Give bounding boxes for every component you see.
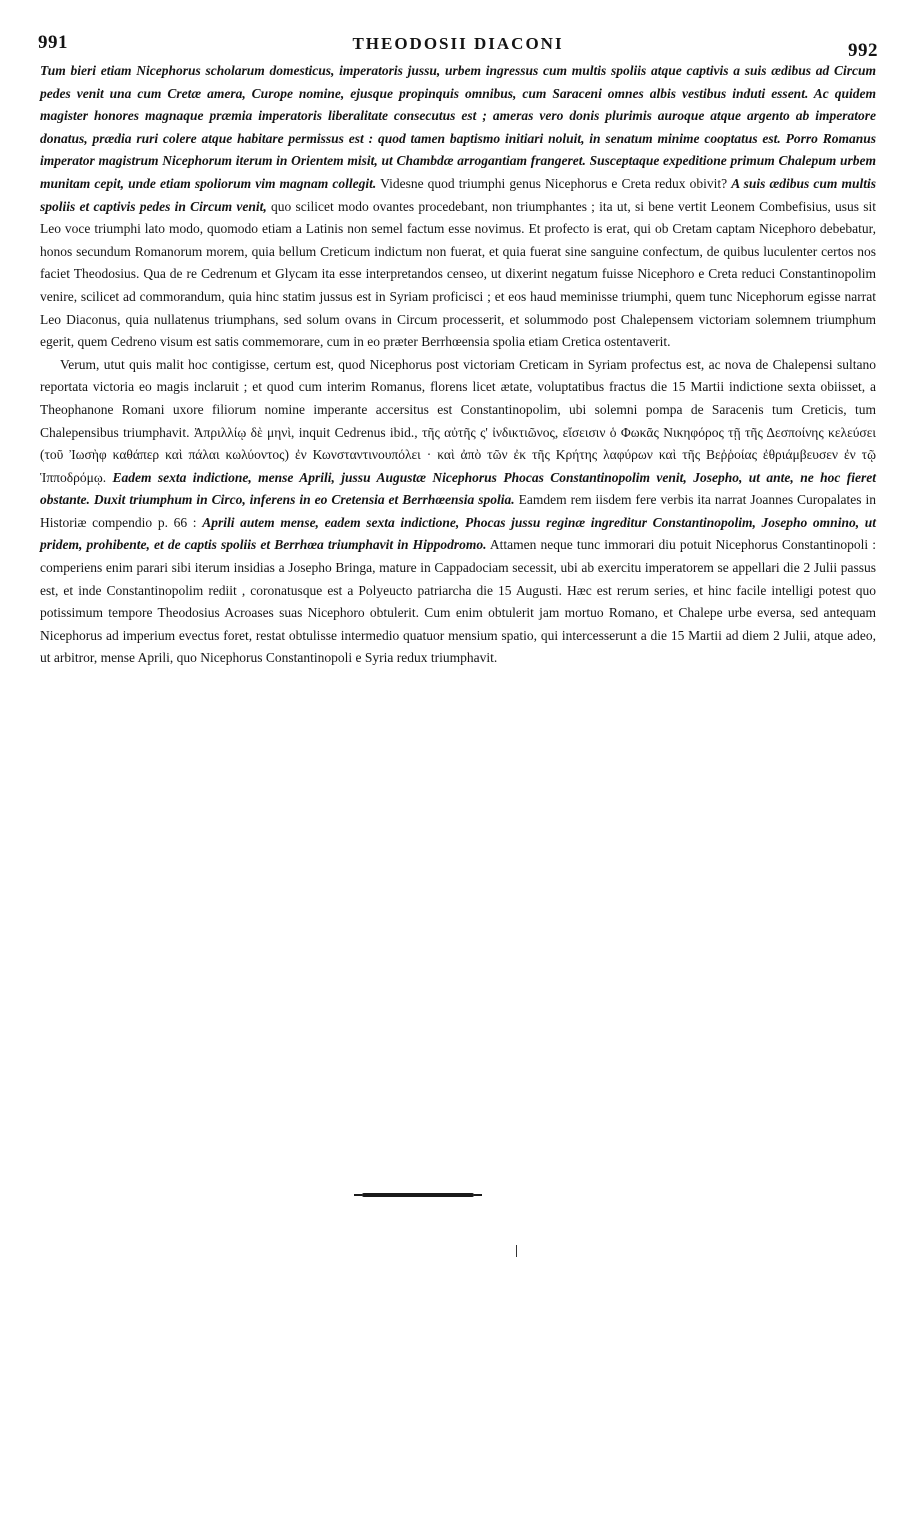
page-header [38, 32, 878, 61]
text-segment: Tum bieri etiam Nicephorus scholarum domesticus, imperatoris jussu, urbem ingressus cum multis spoliis atque captivis a suis ædibus ad Circum pedes venit una cum Cretæ amera, Curope nomine, ejusque propinquis omnibus, cum Saraceni omnes albis vestibus induti essent. Ac quidem magister honores magnaque præmia imperatoris liberalitate consecutus est ; ameras vero donis plurimis auroque atque argento ab imperatore donatus, prædia ruri colere atque habitare permissus est : quod tamen baptismo initiari noluit, in senatum minime cooptatus est. Porro Romanus imperator magistrum Nicephorum iterum in Orientem misit, ut Chambdæ arrogantiam frangeret. Susceptaque expeditione primum Chalepum urbem munitam cepit, unde etiam spoliorum vim magnam collegit. [40, 63, 876, 191]
paragraph-2 [40, 354, 876, 670]
text-segment: A suis ædibus cum multis spoliis et captivis pedes in Circum venit, [40, 175, 876, 214]
text-segment: Eadem sexta indictione, mense Aprili, jussu Augustæ Nicephorus Phocas Constantinopolim venit, Josepho, ut ante, ne hoc fieret obstante. Duxit triumphum in Circo, inferens in eo Cretensia et Berrhœensia spolia. [40, 469, 877, 508]
text-segment: quo scilicet modo ovantes procedebant, non triumphantes ; ita ut, si bene vertit Leonem Combefisius, usus sit Leo voce triumphi lato modo, quomodo etiam a Latinis non semel factum esse novimus. Et profecto is erat, qui ob Cretam captam Nicephoro debebatur, honos secundum Romanorum morem, quia bellum Creticum indictum non fuerat, et quia fuerat sine sanguine confectum, de quibus luculenter certos nos faciet Theodosius. Qua de re Cedrenum et Glycam ita esse interpretandos censeo, ut dixerint negatum fuisse Nicephoro e Creta reduci Constantinopolim venire, scilicet ad commorandum, quia hinc statim jussus est in Syriam proficisci ; et eos haud meminisse triumphi, quem tunc Nicephorum egisse narrat Leo Diaconus, quia nullatenus triumphans, sed solum ovans in Circum processerit, et solummodo post Chalepensem victoriam solemnem triumphum egerit, quem Cedreno visum est satis commemorare, cum in eo præter Berrhœensia spolia etiam Cretica ostentaverit. [40, 198, 876, 350]
running-title: THEODOSII DIACONI [352, 34, 564, 53]
column-number-left: 991 [38, 32, 68, 53]
text-segment: Videsne quod triumphi genus Nicephorus e Creta redux obivit? [376, 175, 732, 191]
end-ornament-rule [362, 1193, 474, 1197]
text-segment: Verum, utut quis malit hoc contigisse, certum est, quod Nicephorus post victoriam Creticam in Syriam profectus est, ac nova de Chalepensi sultano reportata victoria eo magis inclaruit ; et quod cum interim Romanus, florens licet ætate, voluptatibus fractus die 15 Martii indictione sexta obiisset, a Theophanone Romani uxore filiorum nomine imperante accersitus est Constantinopolim, ubi solemni pompa de Saracenis tum Creticis, tum Chalepensibus triumphavit. Ἀπριλλίῳ δὲ μηνὶ, inquit Cedrenus ibid., τῆς αὐτῆς ς' ἰνδικτιῶνος, εἴσεισιν ὁ Φωκᾶς Νικηφόρος τῇ τῆς Δεσποίνης κελεύσει (τοῦ Ἰωσὴφ καθάπερ καὶ πάλαι κωλύοντος) ἐν Κωνσταντινουπόλει · καὶ ἀπὸ τῶν ἐκ τῆς Κρήτης λαφύρων καὶ τῆς Βεῤῥοίας ἐθριάμβευσεν ἐν τῷ Ἱπποδρόμῳ. [40, 356, 876, 485]
main-text [40, 60, 876, 670]
column-number-right: 992 [848, 40, 878, 61]
stray-mark [516, 1245, 517, 1257]
text-segment: Aprili autem mense, eadem sexta indictione, Phocas jussu reginæ ingreditur Constantinopolim, Josepho omnino, ut pridem, prohibente, et de captis spoliis et Berrhœa triumphavit in Hippodromo. [40, 514, 877, 553]
text-segment: Attamen neque tunc immorari diu potuit Nicephorus Constantinopoli : comperiens enim parari sibi iterum insidias a Josepho Bringa, mature in Cappadociam secessit, ubi ab exercitu imperatorem se appellari die 2 Julii passus est, et inde Constantinopolim rediit , coronatusque est a Polyeucto patriarcha die 15 Augusti. Hæc est rerum series, et hinc facile intelligi potest quo potissimum tempore Theodosius Acroases suas Nicephoro obtulerit. Cum enim obtulerit jam mortuo Romano, et Chalepe urbe eversa, sed antequam Nicephorus ad imperium evectus foret, restat obtulisse intermedio quatuor mensium spatio, qui intercesserunt a die 15 Martii ad diem 2 Julii, atque adeo, ut arbitror, mense Aprili, quo Nicephorus Constantinopoli e Syria redux triumphavit. [40, 537, 876, 666]
text-segment: Eamdem rem iisdem fere verbis ita narrat Joannes Curopalates in Historiæ compendio p. 66 : [40, 492, 877, 530]
paragraph-1 [40, 60, 876, 354]
